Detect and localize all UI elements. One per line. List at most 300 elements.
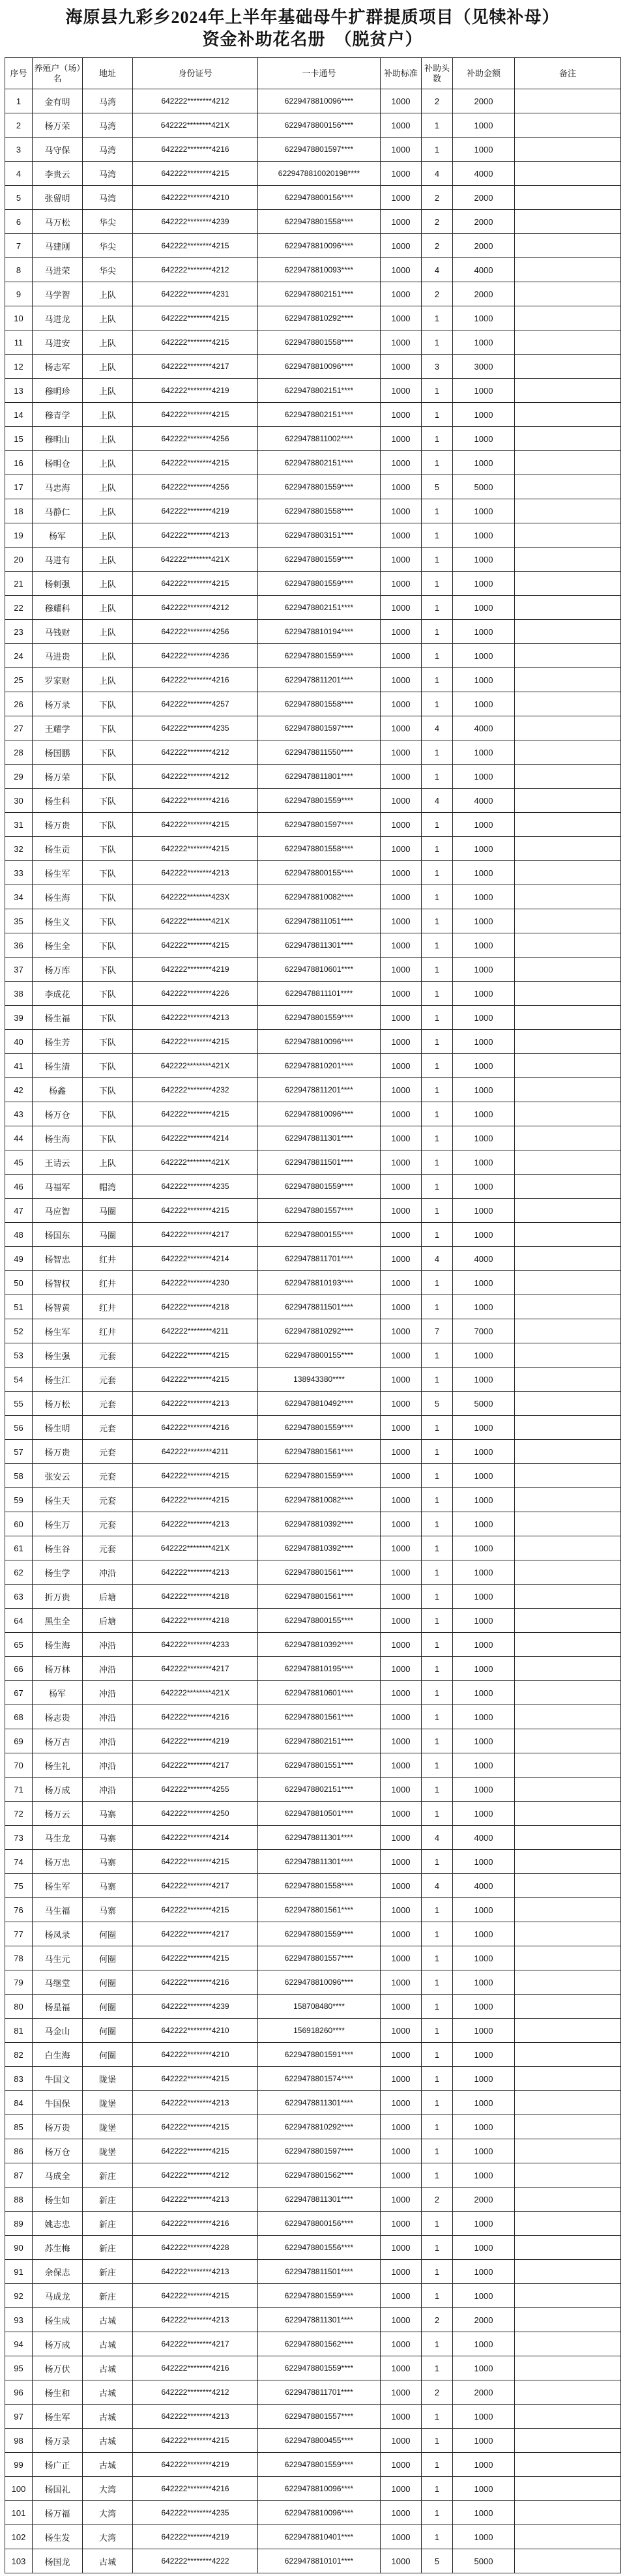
subsidy-amount-cell: 1000 (453, 2284, 515, 2308)
subsidy-amount-cell: 1000 (453, 1102, 515, 1126)
remark-cell (515, 668, 621, 692)
subsidy-amount-cell: 2000 (453, 2188, 515, 2212)
id-number-cell: 642222********421X (133, 1536, 258, 1560)
id-number-cell: 642222********4212 (133, 596, 258, 620)
farmer-name-cell: 马金山 (33, 2019, 83, 2043)
row-number-cell: 51 (5, 1295, 33, 1319)
head-count-cell: 1 (422, 1078, 453, 1102)
table-row (5, 572, 621, 596)
address-cell: 上队 (83, 668, 133, 692)
row-number-cell: 40 (5, 1030, 33, 1054)
id-number-cell: 642222********4215 (133, 2284, 258, 2308)
subsidy-amount-cell: 1000 (453, 1922, 515, 1946)
table-row (5, 1126, 621, 1150)
address-cell: 古城 (83, 2332, 133, 2356)
remark-cell (515, 1898, 621, 1922)
id-number-cell: 642222********4217 (133, 1922, 258, 1946)
id-number-cell: 642222********4212 (133, 258, 258, 282)
address-cell: 红井 (83, 1271, 133, 1295)
card-number-cell: 6229478801559**** (258, 789, 381, 813)
farmer-name-cell: 杨万录 (33, 692, 83, 716)
id-number-cell: 642222********4211 (133, 1319, 258, 1343)
address-cell: 马湾 (83, 113, 133, 138)
farmer-name-cell: 杨万吉 (33, 1729, 83, 1753)
id-number-cell: 642222********4216 (133, 138, 258, 162)
card-number-cell: 6229478810101**** (258, 2549, 381, 2573)
card-number-cell: 6229478801597**** (258, 138, 381, 162)
id-number-cell: 642222********4222 (133, 2549, 258, 2573)
head-count-cell: 5 (422, 1392, 453, 1416)
id-number-cell: 642222********4213 (133, 2308, 258, 2332)
id-number-cell: 642222********4216 (133, 2477, 258, 2501)
remark-cell (515, 330, 621, 355)
head-count-cell: 2 (422, 186, 453, 210)
subsidy-amount-cell: 1000 (453, 765, 515, 789)
subsidy-standard-cell: 1000 (381, 523, 422, 548)
address-cell: 马寨 (83, 1826, 133, 1850)
head-count-cell: 1 (422, 1271, 453, 1295)
subsidy-standard-cell: 1000 (381, 861, 422, 885)
remark-cell (515, 1585, 621, 1609)
address-cell: 马湾 (83, 89, 133, 113)
id-number-cell: 642222********4215 (133, 2139, 258, 2163)
row-number-cell: 21 (5, 572, 33, 596)
farmer-name-cell: 余保志 (33, 2260, 83, 2284)
farmer-name-cell: 杨生海 (33, 1126, 83, 1150)
farmer-name-cell: 张留明 (33, 186, 83, 210)
subsidy-amount-cell: 1000 (453, 2163, 515, 2188)
remark-cell (515, 1512, 621, 1536)
table-row (5, 2115, 621, 2139)
card-number-cell: 6229478801557**** (258, 2405, 381, 2429)
row-number-cell: 59 (5, 1488, 33, 1512)
row-number-cell: 8 (5, 258, 33, 282)
row-number-cell: 70 (5, 1753, 33, 1778)
remark-cell (515, 403, 621, 427)
remark-cell (515, 306, 621, 330)
subsidy-standard-cell: 1000 (381, 1585, 422, 1609)
farmer-name-cell: 杨万贵 (33, 2115, 83, 2139)
farmer-name-cell: 马继堂 (33, 1970, 83, 1995)
table-row (5, 523, 621, 548)
subsidy-amount-cell: 1000 (453, 1175, 515, 1199)
address-cell: 新庄 (83, 2188, 133, 2212)
head-count-cell: 1 (422, 1054, 453, 1078)
id-number-cell: 642222********4215 (133, 234, 258, 258)
table-row (5, 1006, 621, 1030)
remark-cell (515, 1030, 621, 1054)
row-number-cell: 76 (5, 1898, 33, 1922)
card-number-cell: 6229478800155**** (258, 1223, 381, 1247)
card-number-cell: 6229478801559**** (258, 1464, 381, 1488)
table-row (5, 1970, 621, 1995)
farmer-name-cell: 杨万忠 (33, 1850, 83, 1874)
remark-cell (515, 1826, 621, 1850)
card-number-cell: 6229478811051**** (258, 909, 381, 933)
subsidy-standard-cell: 1000 (381, 692, 422, 716)
head-count-cell: 1 (422, 2405, 453, 2429)
subsidy-standard-cell: 1000 (381, 1850, 422, 1874)
farmer-name-cell: 杨智忠 (33, 1247, 83, 1271)
head-count-cell: 1 (422, 1006, 453, 1030)
table-row (5, 186, 621, 210)
id-number-cell: 642222********4214 (133, 1247, 258, 1271)
id-number-cell: 642222********4213 (133, 1006, 258, 1030)
card-number-cell: 6229478802151**** (258, 1778, 381, 1802)
head-count-cell: 2 (422, 234, 453, 258)
subsidy-amount-cell: 1000 (453, 1150, 515, 1175)
table-row (5, 668, 621, 692)
row-number-cell: 93 (5, 2308, 33, 2332)
farmer-name-cell: 杨生江 (33, 1368, 83, 1392)
address-cell: 元套 (83, 1416, 133, 1440)
id-number-cell: 642222********4216 (133, 2212, 258, 2236)
id-number-cell: 642222********4210 (133, 2043, 258, 2067)
id-number-cell: 642222********4256 (133, 475, 258, 499)
row-number-cell: 66 (5, 1657, 33, 1681)
subsidy-standard-cell: 1000 (381, 1898, 422, 1922)
farmer-name-cell: 马守保 (33, 138, 83, 162)
card-number-cell: 6229478801561**** (258, 1898, 381, 1922)
remark-cell (515, 2019, 621, 2043)
remark-cell (515, 1536, 621, 1560)
row-number-cell: 16 (5, 451, 33, 475)
remark-cell (515, 210, 621, 234)
farmer-name-cell: 马学智 (33, 282, 83, 306)
row-number-cell: 52 (5, 1319, 33, 1343)
subsidy-standard-cell: 1000 (381, 186, 422, 210)
subsidy-standard-cell: 1000 (381, 982, 422, 1006)
address-cell: 冲沿 (83, 1705, 133, 1729)
farmer-name-cell: 杨万福 (33, 2501, 83, 2525)
subsidy-standard-cell: 1000 (381, 1753, 422, 1778)
table-row (5, 692, 621, 716)
subsidy-amount-cell: 1000 (453, 596, 515, 620)
remark-cell (515, 1078, 621, 1102)
remark-cell (515, 813, 621, 837)
head-count-cell: 1 (422, 1295, 453, 1319)
farmer-name-cell: 杨生福 (33, 1006, 83, 1030)
card-number-cell: 6229478810292**** (258, 1319, 381, 1343)
subsidy-amount-cell: 1000 (453, 2139, 515, 2163)
head-count-cell: 1 (422, 668, 453, 692)
head-count-cell: 1 (422, 958, 453, 982)
head-count-cell: 1 (422, 909, 453, 933)
row-number-cell: 71 (5, 1778, 33, 1802)
address-cell: 下队 (83, 765, 133, 789)
table-row (5, 2477, 621, 2501)
remark-cell (515, 1753, 621, 1778)
farmer-name-cell: 李成花 (33, 982, 83, 1006)
address-cell: 华尖 (83, 210, 133, 234)
subsidy-standard-cell: 1000 (381, 1681, 422, 1705)
subsidy-amount-cell: 4000 (453, 789, 515, 813)
id-number-cell: 642222********4239 (133, 1995, 258, 2019)
table-row (5, 1633, 621, 1657)
head-count-cell: 1 (422, 765, 453, 789)
id-number-cell: 642222********4215 (133, 451, 258, 475)
farmer-name-cell: 苏生梅 (33, 2236, 83, 2260)
id-number-cell: 642222********4215 (133, 1850, 258, 1874)
row-number-cell: 63 (5, 1585, 33, 1609)
farmer-name-cell: 杨生科 (33, 789, 83, 813)
table-row (5, 933, 621, 958)
remark-cell (515, 789, 621, 813)
subsidy-amount-cell: 2000 (453, 2380, 515, 2405)
address-cell: 古城 (83, 2308, 133, 2332)
card-number-cell: 6229478811501**** (258, 1295, 381, 1319)
address-cell: 元套 (83, 1536, 133, 1560)
subsidy-standard-cell: 1000 (381, 1560, 422, 1585)
row-number-cell: 2 (5, 113, 33, 138)
id-number-cell: 642222********4219 (133, 1729, 258, 1753)
head-count-cell: 1 (422, 1030, 453, 1054)
farmer-name-cell: 马成全 (33, 2163, 83, 2188)
address-cell: 上队 (83, 475, 133, 499)
subsidy-standard-cell: 1000 (381, 1102, 422, 1126)
remark-cell (515, 1319, 621, 1343)
subsidy-standard-cell: 1000 (381, 1175, 422, 1199)
farmer-name-cell: 张安云 (33, 1464, 83, 1488)
row-number-cell: 7 (5, 234, 33, 258)
card-number-cell: 6229478801591**** (258, 2043, 381, 2067)
farmer-name-cell: 马生元 (33, 1946, 83, 1970)
remark-cell (515, 1778, 621, 1802)
head-count-cell: 1 (422, 1199, 453, 1223)
table-row (5, 2188, 621, 2212)
header-cell: 备注 (515, 58, 621, 89)
farmer-name-cell: 杨万荣 (33, 765, 83, 789)
card-number-cell: 6229478801562**** (258, 2332, 381, 2356)
head-count-cell: 1 (422, 1609, 453, 1633)
address-cell: 陇堡 (83, 2139, 133, 2163)
card-number-cell: 6229478801559**** (258, 644, 381, 668)
card-number-cell: 6229478811301**** (258, 1126, 381, 1150)
address-cell: 新庄 (83, 2163, 133, 2188)
remark-cell (515, 2067, 621, 2091)
head-count-cell: 2 (422, 2188, 453, 2212)
row-number-cell: 27 (5, 716, 33, 740)
id-number-cell: 642222********4211 (133, 1440, 258, 1464)
row-number-cell: 49 (5, 1247, 33, 1271)
subsidy-amount-cell: 1000 (453, 451, 515, 475)
remark-cell (515, 427, 621, 451)
farmer-name-cell: 杨国龙 (33, 2549, 83, 2573)
table-row (5, 1657, 621, 1681)
address-cell: 古城 (83, 2429, 133, 2453)
row-number-cell: 12 (5, 355, 33, 379)
farmer-name-cell: 杨生和 (33, 2380, 83, 2405)
card-number-cell: 6229478801561**** (258, 1440, 381, 1464)
id-number-cell: 642222********4213 (133, 1392, 258, 1416)
row-number-cell: 81 (5, 2019, 33, 2043)
farmer-name-cell: 杨生发 (33, 2525, 83, 2549)
farmer-name-cell: 杨生贡 (33, 837, 83, 861)
table-row (5, 2139, 621, 2163)
id-number-cell: 642222********421X (133, 1054, 258, 1078)
subsidy-amount-cell: 1000 (453, 1633, 515, 1657)
table-row (5, 2332, 621, 2356)
subsidy-table (5, 57, 621, 2573)
subsidy-standard-cell: 1000 (381, 1536, 422, 1560)
address-cell: 下队 (83, 861, 133, 885)
id-number-cell: 642222********4218 (133, 1609, 258, 1633)
remark-cell (515, 933, 621, 958)
head-count-cell: 1 (422, 1102, 453, 1126)
remark-cell (515, 1054, 621, 1078)
card-number-cell: 6229478800156**** (258, 2212, 381, 2236)
row-number-cell: 77 (5, 1922, 33, 1946)
address-cell: 陇堡 (83, 2067, 133, 2091)
id-number-cell: 642222********4235 (133, 1175, 258, 1199)
head-count-cell: 1 (422, 933, 453, 958)
table-row (5, 620, 621, 644)
farmer-name-cell: 穆青学 (33, 403, 83, 427)
row-number-cell: 99 (5, 2453, 33, 2477)
remark-cell (515, 2188, 621, 2212)
row-number-cell: 102 (5, 2525, 33, 2549)
head-count-cell: 2 (422, 2380, 453, 2405)
head-count-cell: 1 (422, 1681, 453, 1705)
table-row (5, 2380, 621, 2405)
address-cell: 冲沿 (83, 1657, 133, 1681)
head-count-cell: 2 (422, 2308, 453, 2332)
id-number-cell: 642222********4215 (133, 1030, 258, 1054)
subsidy-standard-cell: 1000 (381, 1416, 422, 1440)
table-row (5, 765, 621, 789)
head-count-cell: 1 (422, 837, 453, 861)
card-number-cell: 6229478810096**** (258, 1030, 381, 1054)
remark-cell (515, 2356, 621, 2380)
subsidy-standard-cell: 1000 (381, 596, 422, 620)
row-number-cell: 33 (5, 861, 33, 885)
address-cell: 上队 (83, 451, 133, 475)
table-row (5, 1802, 621, 1826)
card-number-cell: 6229478801551**** (258, 1753, 381, 1778)
table-row (5, 2308, 621, 2332)
head-count-cell: 1 (422, 2284, 453, 2308)
id-number-cell: 642222********4215 (133, 1488, 258, 1512)
subsidy-standard-cell: 1000 (381, 620, 422, 644)
subsidy-standard-cell: 1000 (381, 1946, 422, 1970)
subsidy-standard-cell: 1000 (381, 1271, 422, 1295)
subsidy-standard-cell: 1000 (381, 909, 422, 933)
remark-cell (515, 282, 621, 306)
farmer-name-cell: 马进龙 (33, 306, 83, 330)
subsidy-amount-cell: 1000 (453, 837, 515, 861)
row-number-cell: 17 (5, 475, 33, 499)
farmer-name-cell: 马建刚 (33, 234, 83, 258)
subsidy-amount-cell: 1000 (453, 1368, 515, 1392)
head-count-cell: 1 (422, 2043, 453, 2067)
head-count-cell: 1 (422, 1585, 453, 1609)
id-number-cell: 642222********4215 (133, 2067, 258, 2091)
subsidy-standard-cell: 1000 (381, 451, 422, 475)
id-number-cell: 642222********4236 (133, 644, 258, 668)
subsidy-amount-cell: 1000 (453, 1946, 515, 1970)
row-number-cell: 4 (5, 162, 33, 186)
head-count-cell: 5 (422, 2549, 453, 2573)
subsidy-standard-cell: 1000 (381, 2236, 422, 2260)
table-row (5, 1898, 621, 1922)
subsidy-standard-cell: 1000 (381, 740, 422, 765)
card-number-cell: 6229478811002**** (258, 427, 381, 451)
row-number-cell: 39 (5, 1006, 33, 1030)
subsidy-standard-cell: 1000 (381, 2477, 422, 2501)
farmer-name-cell: 杨生海 (33, 885, 83, 909)
table-row (5, 1681, 621, 1705)
subsidy-standard-cell: 1000 (381, 330, 422, 355)
farmer-name-cell: 杨生如 (33, 2188, 83, 2212)
head-count-cell: 1 (422, 2332, 453, 2356)
id-number-cell: 642222********4256 (133, 620, 258, 644)
subsidy-standard-cell: 1000 (381, 499, 422, 523)
subsidy-standard-cell: 1000 (381, 1657, 422, 1681)
subsidy-standard-cell: 1000 (381, 789, 422, 813)
id-number-cell: 642222********4216 (133, 2356, 258, 2380)
head-count-cell: 1 (422, 1368, 453, 1392)
farmer-name-cell: 杨智权 (33, 1271, 83, 1295)
row-number-cell: 38 (5, 982, 33, 1006)
row-number-cell: 53 (5, 1343, 33, 1368)
card-number-cell: 6229478802151**** (258, 1729, 381, 1753)
address-cell: 下队 (83, 1006, 133, 1030)
row-number-cell: 15 (5, 427, 33, 451)
row-number-cell: 48 (5, 1223, 33, 1247)
address-cell: 冲沿 (83, 1681, 133, 1705)
table-row (5, 789, 621, 813)
id-number-cell: 642222********4217 (133, 1657, 258, 1681)
subsidy-amount-cell: 1000 (453, 523, 515, 548)
table-body (5, 89, 621, 2573)
head-count-cell: 1 (422, 1633, 453, 1657)
table-row (5, 89, 621, 113)
farmer-name-cell: 穆明山 (33, 427, 83, 451)
id-number-cell: 642222********4215 (133, 1946, 258, 1970)
id-number-cell: 642222********4212 (133, 2380, 258, 2405)
address-cell: 下队 (83, 692, 133, 716)
head-count-cell: 1 (422, 2212, 453, 2236)
head-count-cell: 1 (422, 1150, 453, 1175)
card-number-cell: 6229478811301**** (258, 1850, 381, 1874)
card-number-cell: 6229478811550**** (258, 740, 381, 765)
table-row (5, 475, 621, 499)
remark-cell (515, 2332, 621, 2356)
subsidy-amount-cell: 4000 (453, 1247, 515, 1271)
row-number-cell: 10 (5, 306, 33, 330)
remark-cell (515, 258, 621, 282)
farmer-name-cell: 杨万贵 (33, 1440, 83, 1464)
id-number-cell: 642222********4219 (133, 2453, 258, 2477)
row-number-cell: 69 (5, 1729, 33, 1753)
subsidy-standard-cell: 1000 (381, 2332, 422, 2356)
card-number-cell: 6229478802151**** (258, 282, 381, 306)
table-row (5, 2163, 621, 2188)
head-count-cell: 1 (422, 1946, 453, 1970)
remark-cell (515, 1705, 621, 1729)
head-count-cell: 1 (422, 861, 453, 885)
table-row (5, 210, 621, 234)
table-row (5, 837, 621, 861)
farmer-name-cell: 杨万成 (33, 1778, 83, 1802)
address-cell: 冲沿 (83, 1753, 133, 1778)
subsidy-amount-cell: 1000 (453, 1657, 515, 1681)
header-cell: 身份证号 (133, 58, 258, 89)
table-row (5, 548, 621, 572)
remark-cell (515, 982, 621, 1006)
head-count-cell: 4 (422, 1874, 453, 1898)
subsidy-amount-cell: 1000 (453, 427, 515, 451)
